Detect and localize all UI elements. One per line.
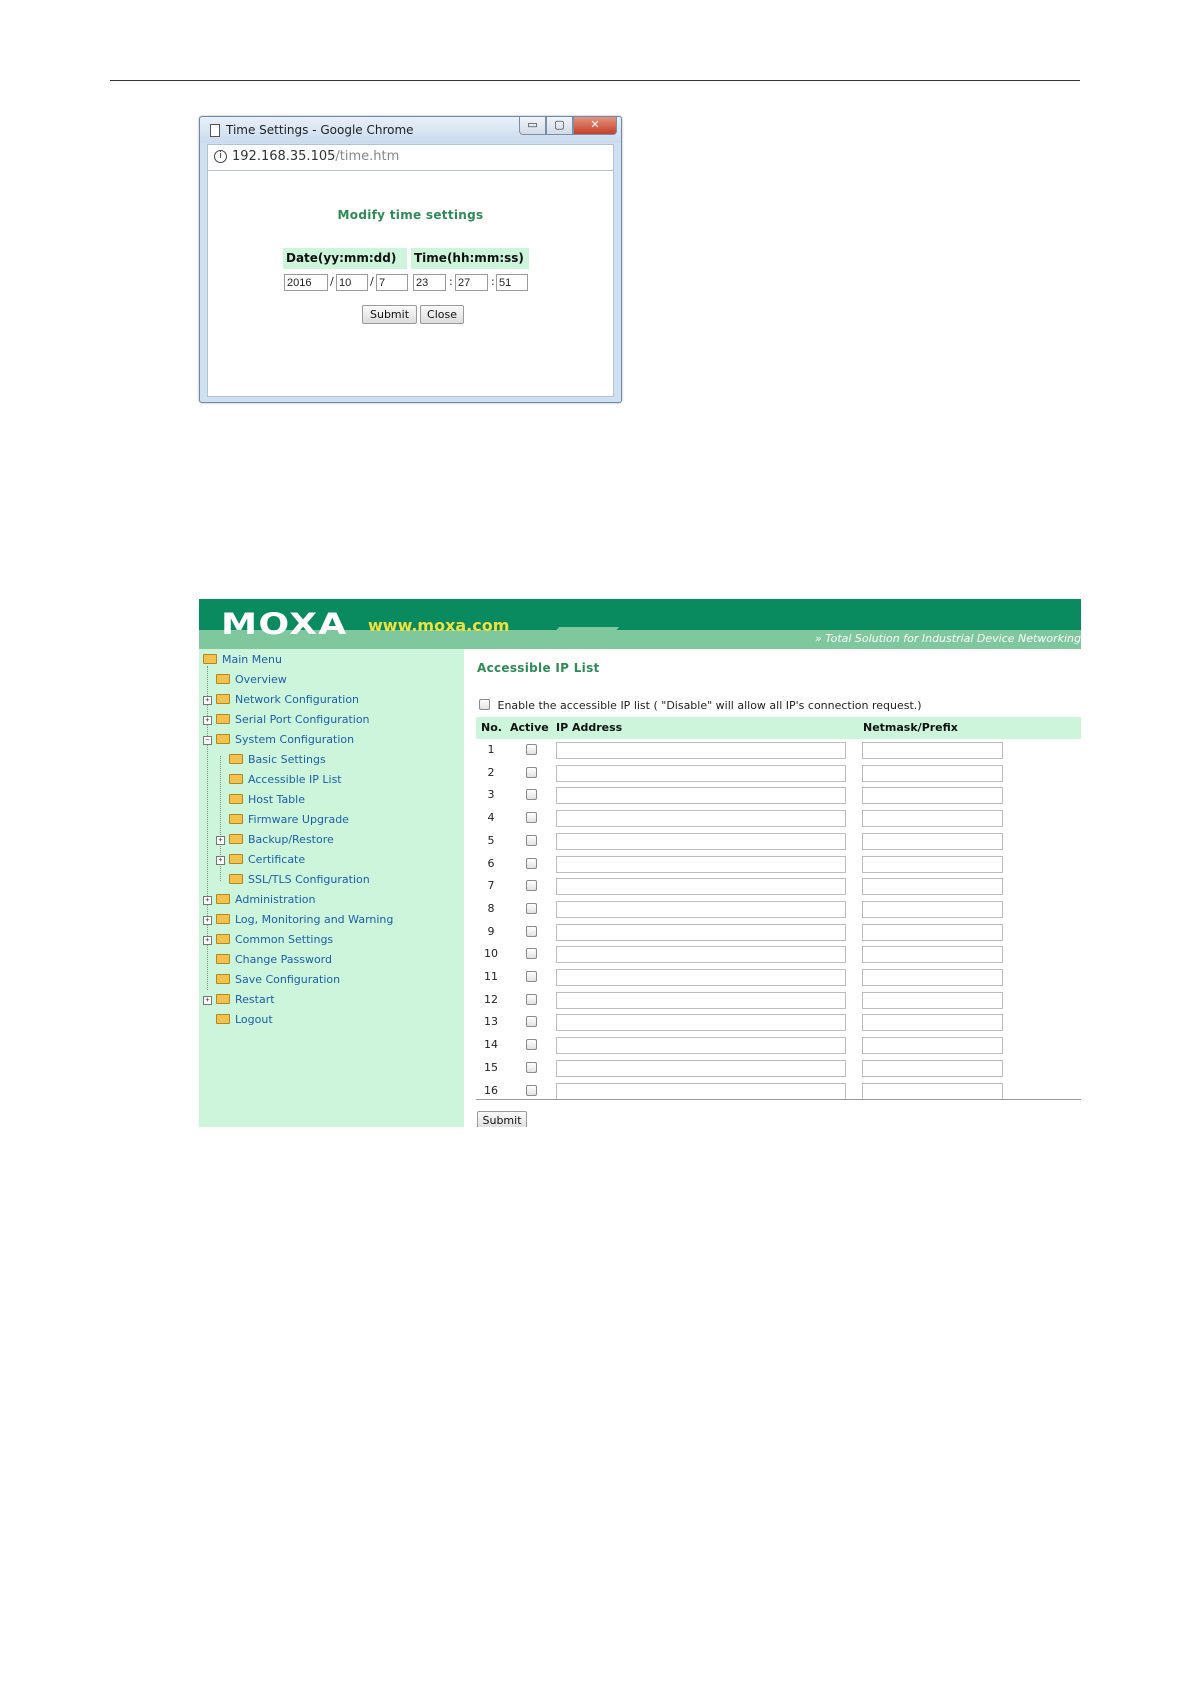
menu-network-configuration[interactable] — [205, 691, 360, 709]
row-number: 4 — [487, 811, 495, 825]
expand-icon[interactable]: + — [216, 836, 225, 845]
table-row — [476, 921, 1081, 943]
moxa-logo: MOXA — [221, 607, 348, 641]
row-number: 10 — [484, 947, 498, 961]
menu-administration[interactable] — [205, 891, 316, 909]
row-active-checkbox[interactable] — [526, 744, 537, 755]
table-row — [476, 830, 1081, 852]
row-number: 13 — [484, 1015, 498, 1029]
table-row — [476, 898, 1081, 920]
row-number: 14 — [484, 1038, 498, 1052]
row-active-checkbox[interactable] — [526, 948, 537, 959]
row-number: 7 — [487, 879, 495, 893]
menu-item-label: Administration — [235, 893, 316, 906]
folder-icon — [203, 654, 217, 664]
menu-item-label: Restart — [235, 993, 275, 1006]
menu-item-label: Save Configuration — [235, 973, 341, 986]
info-icon[interactable]: i — [214, 150, 227, 163]
netmask-input[interactable] — [862, 765, 1003, 782]
table-row — [476, 989, 1081, 1011]
row-active-checkbox[interactable] — [526, 858, 537, 869]
moxa-web-console — [199, 599, 1081, 1127]
expand-icon[interactable]: + — [203, 996, 212, 1005]
folder-icon — [229, 874, 243, 884]
ip-address-input[interactable] — [556, 1083, 846, 1100]
ip-table-header — [476, 717, 1081, 739]
window-title: Time Settings - Google Chrome — [226, 123, 414, 137]
expand-icon[interactable]: + — [216, 856, 225, 865]
menu-main-menu[interactable] — [203, 651, 282, 669]
row-active-checkbox[interactable] — [526, 767, 537, 778]
ip-address-input[interactable] — [556, 833, 846, 850]
row-active-checkbox[interactable] — [526, 1016, 537, 1027]
folder-icon — [229, 834, 243, 844]
row-number: 3 — [487, 788, 495, 802]
window-titlebar[interactable] — [200, 117, 621, 143]
minimize-button[interactable]: ▭ — [519, 117, 546, 135]
month-input[interactable] — [336, 274, 368, 291]
menu-item-label: Firmware Upgrade — [248, 813, 349, 826]
ip-address-input[interactable] — [556, 1060, 846, 1077]
expand-icon[interactable]: + — [203, 696, 212, 705]
menu-item-label: Basic Settings — [248, 753, 326, 766]
year-input[interactable] — [284, 274, 328, 291]
collapse-icon[interactable]: − — [203, 736, 212, 745]
folder-icon — [216, 994, 230, 1004]
table-row — [476, 1034, 1081, 1056]
netmask-input[interactable] — [862, 878, 1003, 895]
ip-address-input[interactable] — [556, 969, 846, 986]
time-header: Time(hh:mm:ss) — [411, 248, 529, 269]
col-ip-address: IP Address — [556, 721, 623, 734]
table-row — [476, 762, 1081, 784]
menu-backup-restore[interactable] — [218, 831, 334, 849]
ip-address-input[interactable] — [556, 1037, 846, 1054]
enable-ip-list-row — [479, 699, 922, 712]
table-row — [476, 739, 1081, 761]
hour-input[interactable] — [413, 274, 446, 291]
row-number: 8 — [487, 901, 495, 915]
menu-item-label: Common Settings — [235, 933, 334, 946]
row-active-checkbox[interactable] — [526, 880, 537, 891]
menu-log-monitoring-warning[interactable] — [205, 911, 394, 929]
maximize-button[interactable]: ▢ — [546, 117, 573, 135]
ip-address-input[interactable] — [556, 878, 846, 895]
table-divider — [476, 1099, 1081, 1100]
row-number: 16 — [484, 1083, 498, 1097]
row-active-checkbox[interactable] — [526, 994, 537, 1005]
table-row — [476, 943, 1081, 965]
page-header-rule — [110, 80, 1080, 81]
row-active-checkbox[interactable] — [526, 971, 537, 982]
netmask-input[interactable] — [862, 787, 1003, 804]
table-row — [476, 807, 1081, 829]
netmask-input[interactable] — [862, 833, 1003, 850]
menu-item-label: SSL/TLS Configuration — [248, 873, 370, 886]
second-input[interactable] — [496, 274, 528, 291]
netmask-input[interactable] — [862, 924, 1003, 941]
folder-icon — [216, 694, 230, 704]
date-header: Date(yy:mm:dd) — [283, 248, 407, 269]
row-number: 2 — [487, 765, 495, 779]
table-row — [476, 1011, 1081, 1033]
folder-icon — [229, 854, 243, 864]
ip-address-input[interactable] — [556, 856, 846, 873]
col-active: Active — [510, 721, 549, 734]
ip-address-input[interactable] — [556, 765, 846, 782]
folder-icon — [216, 674, 230, 684]
netmask-input[interactable] — [862, 946, 1003, 963]
day-input[interactable] — [376, 274, 408, 291]
menu-overview[interactable] — [216, 671, 287, 689]
ip-address-input[interactable] — [556, 924, 846, 941]
table-row — [476, 1057, 1081, 1079]
row-active-checkbox[interactable] — [526, 903, 537, 914]
menu-accessible-ip-list[interactable] — [229, 771, 342, 789]
folder-icon — [216, 734, 230, 744]
row-number: 12 — [484, 992, 498, 1006]
netmask-input[interactable] — [862, 1014, 1003, 1031]
row-active-checkbox[interactable] — [526, 789, 537, 800]
netmask-input[interactable] — [862, 1037, 1003, 1054]
address-bar[interactable] — [207, 144, 614, 171]
row-active-checkbox[interactable] — [526, 1039, 537, 1050]
menu-item-label: Host Table — [248, 793, 305, 806]
menu-item-label: Accessible IP List — [248, 773, 342, 786]
folder-icon — [216, 954, 230, 964]
menu-item-label: Serial Port Configuration — [235, 713, 370, 726]
menu-logout[interactable] — [216, 1011, 273, 1029]
ip-address-input[interactable] — [556, 992, 846, 1009]
menu-item-label: Backup/Restore — [248, 833, 334, 846]
submit-button[interactable]: Submit — [362, 305, 417, 324]
row-number: 11 — [484, 970, 498, 983]
table-row — [476, 875, 1081, 897]
menu-restart[interactable] — [205, 991, 275, 1009]
ip-address-input[interactable] — [556, 787, 846, 804]
time-separator: : — [491, 275, 495, 288]
modify-time-heading: Modify time settings — [337, 208, 484, 222]
menu-serial-port-configuration[interactable] — [205, 711, 370, 729]
close-button[interactable]: Close — [420, 305, 464, 324]
menu-save-configuration[interactable] — [216, 971, 340, 989]
url-host: 192.168.35.105 — [232, 149, 336, 164]
ip-address-input[interactable] — [556, 742, 846, 759]
url-text[interactable] — [232, 149, 399, 164]
col-no: No. — [481, 721, 502, 734]
netmask-input[interactable] — [862, 901, 1003, 918]
table-row — [476, 853, 1081, 875]
ip-address-input[interactable] — [556, 1014, 846, 1031]
window-close-button[interactable]: ✕ — [573, 117, 617, 135]
row-number: 15 — [484, 1060, 498, 1074]
enable-ip-list-label: Enable the accessible IP list ( "Disable" will allow all IP's connection request.) — [497, 699, 922, 712]
netmask-input[interactable] — [862, 1083, 1003, 1100]
moxa-banner — [199, 599, 1081, 649]
folder-icon — [229, 774, 243, 784]
menu-item-label: System Configuration — [235, 733, 355, 746]
folder-icon — [229, 754, 243, 764]
netmask-input[interactable] — [862, 992, 1003, 1009]
menu-item-label: Overview — [235, 673, 287, 686]
time-separator: : — [449, 275, 453, 288]
expand-icon[interactable]: + — [203, 716, 212, 725]
menu-item-label: Logout — [235, 1013, 273, 1026]
folder-icon — [216, 974, 230, 984]
main-content — [464, 649, 1081, 1127]
ip-list-submit-button[interactable]: Submit — [477, 1111, 527, 1127]
menu-change-password[interactable] — [216, 951, 332, 969]
moxa-site-link[interactable]: www.moxa.com — [368, 616, 510, 635]
expand-icon[interactable]: + — [203, 916, 212, 925]
row-number: 6 — [487, 856, 495, 870]
menu-host-table[interactable] — [229, 791, 305, 809]
row-number: 5 — [487, 833, 495, 847]
menu-item-label: Main Menu — [222, 653, 282, 666]
ip-address-input[interactable] — [556, 946, 846, 963]
menu-item-label: Certificate — [248, 853, 306, 866]
menu-system-configuration[interactable] — [205, 731, 355, 749]
menu-item-label: Network Configuration — [235, 693, 360, 706]
row-active-checkbox[interactable] — [526, 835, 537, 846]
folder-icon — [216, 914, 230, 924]
netmask-input[interactable] — [862, 856, 1003, 873]
menu-item-label: Change Password — [235, 953, 332, 966]
expand-icon[interactable]: + — [203, 936, 212, 945]
folder-icon — [216, 894, 230, 904]
table-row — [476, 784, 1081, 806]
expand-icon[interactable]: + — [203, 896, 212, 905]
folder-icon — [216, 714, 230, 724]
netmask-input[interactable] — [862, 810, 1003, 827]
row-active-checkbox[interactable] — [526, 812, 537, 823]
popup-content — [207, 170, 614, 397]
menu-ssl-tls-configuration[interactable] — [229, 871, 370, 889]
date-separator: / — [330, 275, 334, 288]
ip-address-input[interactable] — [556, 810, 846, 827]
page-title: Accessible IP List — [477, 661, 600, 675]
page-icon — [210, 124, 220, 137]
row-number: 1 — [487, 743, 495, 756]
menu-basic-settings[interactable] — [229, 751, 326, 769]
menu-firmware-upgrade[interactable] — [229, 811, 349, 829]
ip-address-input[interactable] — [556, 901, 846, 918]
menu-item-label: Log, Monitoring and Warning — [235, 913, 394, 926]
time-settings-window — [199, 116, 622, 403]
netmask-input[interactable] — [862, 969, 1003, 986]
row-active-checkbox[interactable] — [526, 1062, 537, 1073]
row-active-checkbox[interactable] — [526, 1085, 537, 1096]
row-active-checkbox[interactable] — [526, 926, 537, 937]
sidebar-menu — [199, 649, 464, 1127]
menu-certificate[interactable] — [218, 851, 306, 869]
menu-common-settings[interactable] — [205, 931, 334, 949]
col-netmask: Netmask/Prefix — [863, 721, 958, 734]
moxa-tagline: » Total Solution for Industrial Device Networking — [814, 632, 1081, 645]
folder-icon — [216, 934, 230, 944]
date-separator: / — [370, 275, 374, 288]
url-path: /time.htm — [335, 149, 400, 164]
folder-icon — [229, 814, 243, 824]
netmask-input[interactable] — [862, 1060, 1003, 1077]
table-row — [476, 966, 1081, 988]
enable-ip-list-checkbox[interactable] — [479, 699, 490, 710]
folder-icon — [229, 794, 243, 804]
row-number: 9 — [487, 924, 495, 938]
folder-icon — [216, 1014, 230, 1024]
minute-input[interactable] — [455, 274, 488, 291]
netmask-input[interactable] — [862, 742, 1003, 759]
